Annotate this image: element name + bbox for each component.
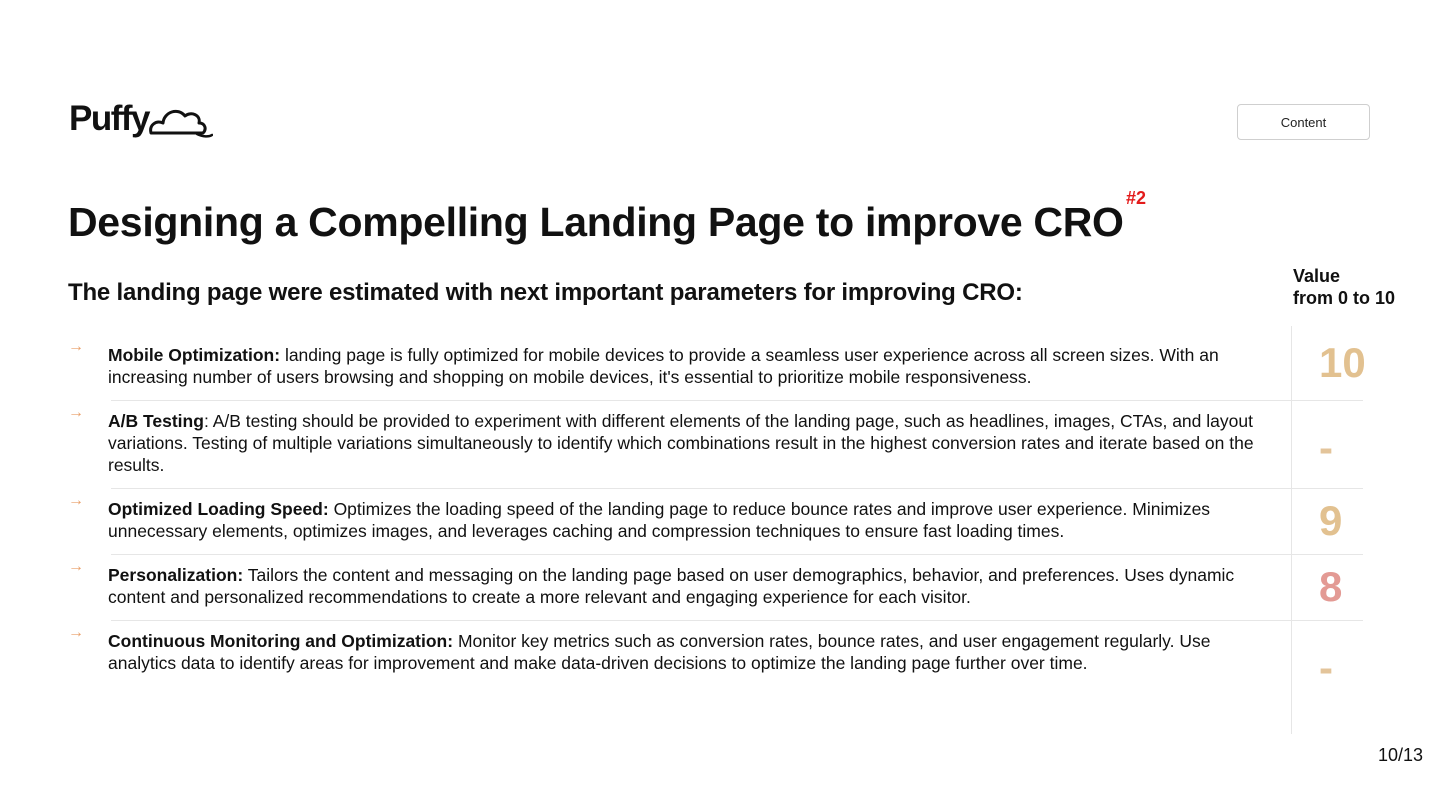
- item-score: -: [1319, 644, 1333, 691]
- item-score: -: [1319, 424, 1333, 471]
- content-button[interactable]: Content: [1237, 104, 1370, 140]
- item-text: [108, 410, 1283, 476]
- item-score: 8: [1319, 563, 1343, 610]
- item-term: Optimized Loading Speed:: [108, 499, 329, 519]
- section-subtitle: The landing page were estimated with next important parameters for improving CRO:: [68, 279, 1023, 306]
- arrow-right-icon: →: [68, 338, 84, 355]
- item-text: [108, 498, 1283, 542]
- row-divider: [111, 400, 1363, 401]
- item-score: 9: [1319, 497, 1343, 544]
- item-score: 10: [1319, 339, 1366, 386]
- cloud-icon: [147, 101, 213, 139]
- row-divider: [111, 554, 1363, 555]
- logo-text: Puffy: [69, 99, 149, 138]
- item-description: landing page is fully optimized for mobile devices to provide a seamless user experience across all screen sizes. With an increasing number of users browsing and shopping on mobile devices, it's essential to prioritize mobile responsiveness.: [108, 345, 1219, 387]
- value-column-divider: [1291, 326, 1292, 734]
- puffy-logo[interactable]: [69, 100, 213, 138]
- value-header-line2: from 0 to 10: [1293, 288, 1396, 308]
- page-counter: 10/13: [1378, 745, 1424, 765]
- value-header-line1: Value: [1293, 266, 1341, 286]
- item-term: A/B Testing: [108, 411, 204, 431]
- arrow-right-icon: →: [68, 492, 84, 509]
- item-description: Monitor key metrics such as conversion rates, bounce rates, and user engagement regularly. Use analytics data to identify areas for improvement and make data-driven decisions to optimize the landing page further over time.: [108, 631, 1211, 673]
- item-description: Tailors the content and messaging on the landing page based on user demographics, behavior, and preferences. Uses dynamic content and personalized recommendations to create a more relevant and engaging experience for each visitor.: [108, 565, 1235, 607]
- item-term: Continuous Monitoring and Optimization:: [108, 631, 454, 651]
- row-divider: [111, 620, 1363, 621]
- arrow-right-icon: →: [68, 404, 84, 421]
- row-divider: [111, 488, 1363, 489]
- item-term: Mobile Optimization:: [108, 345, 281, 365]
- page-title: Designing a Compelling Landing Page to improve CRO: [68, 199, 1124, 245]
- item-term: Personalization:: [108, 565, 244, 585]
- item-description: : A/B testing should be provided to experiment with different elements of the landing page, such as headlines, images, CTAs, and layout variations. Testing of multiple variations simultaneously to identify which combinations result in the highest conversion rates and iterate based on the results.: [108, 411, 1254, 475]
- slide-tag: #2: [1126, 188, 1147, 208]
- value-column-header: [1293, 265, 1395, 309]
- item-text: [108, 630, 1283, 674]
- item-text: [108, 564, 1283, 608]
- item-description: Optimizes the loading speed of the landing page to reduce bounce rates and improve user experience. Minimizes unnecessary elements, optimizes images, and leverages caching and compression techniques to ensure fast loading times.: [108, 499, 1211, 541]
- arrow-right-icon: →: [68, 558, 84, 575]
- item-text: [108, 344, 1283, 388]
- arrow-right-icon: →: [68, 624, 84, 641]
